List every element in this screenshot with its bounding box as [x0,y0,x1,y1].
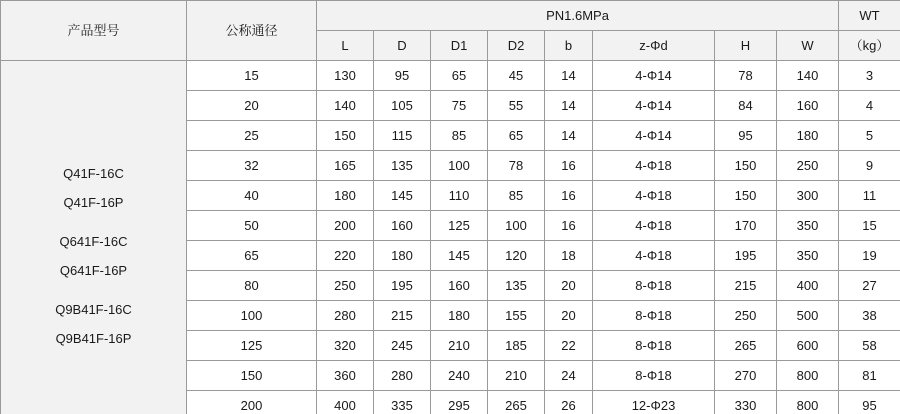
cell-l: 150 [317,121,374,151]
model-gap-2 [1,285,186,295]
model-label-q41f-16p: Q41F-16P [63,194,124,210]
cell-l: 200 [317,211,374,241]
cell-wt: 58 [839,331,900,361]
cell-wt: 11 [839,181,900,211]
cell-dn: 200 [187,391,317,414]
cell-b: 16 [545,211,593,241]
cell-d1: 145 [431,241,488,271]
cell-wt: 15 [839,211,900,241]
cell-h: 270 [715,361,777,391]
cell-h: 330 [715,391,777,414]
cell-d: 95 [374,61,431,91]
cell-dn: 20 [187,91,317,121]
cell-h: 265 [715,331,777,361]
cell-zd: 4-Φ18 [593,241,715,271]
cell-d1: 295 [431,391,488,414]
cell-h: 84 [715,91,777,121]
cell-zd: 12-Φ23 [593,391,715,414]
cell-d2: 135 [488,271,545,301]
header-sub-b: b [545,31,593,61]
cell-wt: 4 [839,91,900,121]
header-product-model: 产品型号 [1,1,187,61]
cell-w: 600 [777,331,839,361]
cell-d1: 125 [431,211,488,241]
cell-b: 14 [545,91,593,121]
cell-l: 180 [317,181,374,211]
cell-wt: 81 [839,361,900,391]
cell-d2: 120 [488,241,545,271]
cell-d: 180 [374,241,431,271]
cell-w: 800 [777,361,839,391]
model-label-q9b41f-16c: Q9B41F-16C [55,301,132,317]
cell-wt: 19 [839,241,900,271]
cell-b: 16 [545,151,593,181]
cell-b: 22 [545,331,593,361]
cell-b: 14 [545,121,593,151]
cell-dn: 40 [187,181,317,211]
cell-d: 105 [374,91,431,121]
cell-w: 500 [777,301,839,331]
cell-w: 350 [777,241,839,271]
cell-dn: 15 [187,61,317,91]
model-gap-1 [1,217,186,227]
cell-zd: 4-Φ14 [593,121,715,151]
cell-wt: 95 [839,391,900,414]
cell-d: 135 [374,151,431,181]
table-row [1,61,900,91]
cell-d1: 210 [431,331,488,361]
cell-d: 215 [374,301,431,331]
cell-h: 95 [715,121,777,151]
cell-w: 140 [777,61,839,91]
cell-b: 20 [545,301,593,331]
header-sub-d: D [374,31,431,61]
cell-zd: 8-Φ18 [593,361,715,391]
cell-l: 140 [317,91,374,121]
header-row-top [1,1,900,31]
cell-d2: 85 [488,181,545,211]
cell-d: 115 [374,121,431,151]
model-label-q641f-16c: Q641F-16C [59,233,128,249]
cell-d1: 65 [431,61,488,91]
cell-d2: 45 [488,61,545,91]
cell-zd: 8-Φ18 [593,271,715,301]
cell-d1: 85 [431,121,488,151]
cell-dn: 125 [187,331,317,361]
cell-h: 150 [715,151,777,181]
cell-d: 145 [374,181,431,211]
cell-w: 250 [777,151,839,181]
cell-zd: 8-Φ18 [593,301,715,331]
cell-w: 800 [777,391,839,414]
cell-w: 400 [777,271,839,301]
model-list-cell [1,61,187,414]
header-wt: WT [839,1,900,31]
cell-zd: 4-Φ14 [593,91,715,121]
cell-d2: 55 [488,91,545,121]
cell-d1: 110 [431,181,488,211]
cell-l: 400 [317,391,374,414]
cell-h: 170 [715,211,777,241]
cell-d: 160 [374,211,431,241]
cell-l: 280 [317,301,374,331]
cell-l: 130 [317,61,374,91]
cell-b: 26 [545,391,593,414]
cell-d1: 100 [431,151,488,181]
cell-h: 78 [715,61,777,91]
cell-dn: 50 [187,211,317,241]
header-wt-unit: （kg） [839,31,900,61]
cell-zd: 4-Φ18 [593,151,715,181]
model-label-q641f-16p: Q641F-16P [59,262,128,278]
cell-h: 195 [715,241,777,271]
cell-l: 320 [317,331,374,361]
cell-wt: 9 [839,151,900,181]
header-nominal-diameter: 公称通径 [187,1,317,61]
cell-w: 350 [777,211,839,241]
cell-dn: 100 [187,301,317,331]
cell-b: 24 [545,361,593,391]
cell-dn: 25 [187,121,317,151]
cell-zd: 4-Φ14 [593,61,715,91]
cell-d: 280 [374,361,431,391]
cell-wt: 27 [839,271,900,301]
cell-zd: 4-Φ18 [593,181,715,211]
cell-d2: 78 [488,151,545,181]
header-sub-d2: D2 [488,31,545,61]
cell-b: 20 [545,271,593,301]
cell-d1: 180 [431,301,488,331]
header-sub-l: L [317,31,374,61]
cell-wt: 3 [839,61,900,91]
model-label-q41f-16c: Q41F-16C [63,165,124,181]
cell-zd: 4-Φ18 [593,211,715,241]
cell-d: 245 [374,331,431,361]
header-sub-h: H [715,31,777,61]
cell-l: 220 [317,241,374,271]
cell-wt: 38 [839,301,900,331]
cell-dn: 150 [187,361,317,391]
cell-w: 180 [777,121,839,151]
cell-d1: 160 [431,271,488,301]
cell-b: 18 [545,241,593,271]
cell-l: 250 [317,271,374,301]
model-label-q9b41f-16p: Q9B41F-16P [55,330,132,346]
cell-h: 150 [715,181,777,211]
cell-d1: 75 [431,91,488,121]
cell-d2: 100 [488,211,545,241]
cell-zd: 8-Φ18 [593,331,715,361]
header-pn-group: PN1.6MPa [317,1,839,31]
cell-d: 195 [374,271,431,301]
cell-l: 165 [317,151,374,181]
cell-d2: 65 [488,121,545,151]
header-sub-d1: D1 [431,31,488,61]
cell-w: 300 [777,181,839,211]
cell-w: 160 [777,91,839,121]
cell-d2: 155 [488,301,545,331]
cell-d: 335 [374,391,431,414]
cell-b: 16 [545,181,593,211]
cell-l: 360 [317,361,374,391]
header-sub-w: W [777,31,839,61]
cell-dn: 32 [187,151,317,181]
cell-b: 14 [545,61,593,91]
cell-dn: 65 [187,241,317,271]
cell-d2: 210 [488,361,545,391]
cell-d1: 240 [431,361,488,391]
cell-h: 250 [715,301,777,331]
header-sub-zd: z-Φd [593,31,715,61]
cell-wt: 5 [839,121,900,151]
cell-dn: 80 [187,271,317,301]
cell-d2: 265 [488,391,545,414]
cell-d2: 185 [488,331,545,361]
cell-h: 215 [715,271,777,301]
